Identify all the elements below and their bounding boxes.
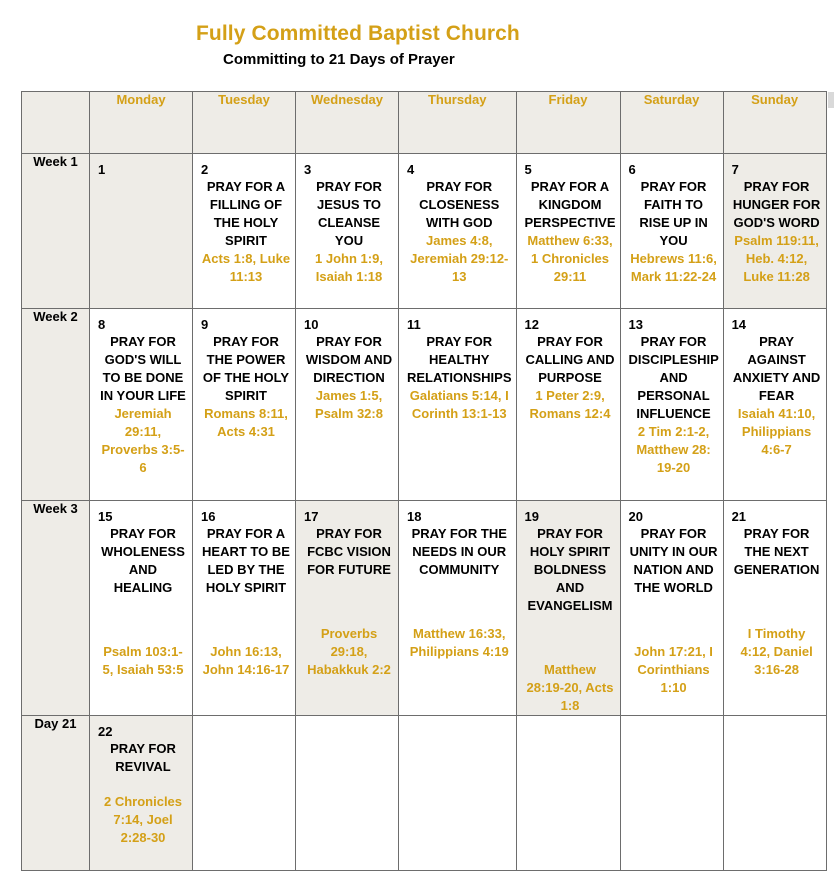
day-cell [193, 309, 296, 501]
day-cell [193, 716, 296, 871]
day-cell [723, 716, 826, 871]
prayer-topic: PRAY FOR THE NEEDS IN OUR COMMUNITY [411, 526, 507, 577]
scripture-reference: Matthew 16:33, Philippians 4:19 [409, 626, 509, 659]
prayer-topic: PRAY FOR FCBC VISION FOR FUTURE [307, 526, 391, 577]
day-cell [516, 716, 620, 871]
prayer-topic: PRAY FOR HEALTHY RELATIONSHIPS [407, 334, 512, 385]
scripture-reference: Proverbs 29:18, Habakkuk 2:2 [307, 626, 391, 677]
prayer-topic: PRAY FOR CLOSENESS WITH GOD [419, 179, 500, 230]
prayer-topic: PRAY FOR A HEART TO BE LED BY THE HOLY SPIRIT [202, 526, 290, 595]
scripture-reference: Psalm 119:11, Heb. 4:12, Luke 11:28 [734, 233, 819, 284]
day-number: 11 [407, 317, 421, 332]
day-number: 15 [98, 509, 113, 524]
day-header-row [22, 92, 827, 154]
week-row [22, 716, 827, 871]
scripture-reference: Acts 1:8, Luke 11:13 [201, 251, 291, 284]
day-cell [516, 501, 620, 716]
scripture-reference: Isaiah 41:10, Philippians 4:6-7 [737, 406, 816, 457]
day-number: 21 [731, 509, 747, 524]
prayer-topic: PRAY FOR HUNGER FOR GOD'S WORD [732, 179, 821, 230]
day-number: 22 [98, 724, 113, 739]
scrollbar-thumb[interactable] [828, 92, 834, 108]
day-cell [399, 501, 517, 716]
day-number: 2 [201, 162, 209, 177]
week-row [22, 154, 827, 309]
week-label: Week 1 [22, 154, 90, 309]
day-cell [296, 716, 399, 871]
scripture-reference: Hebrews 11:6, Mark 11:22-24 [630, 251, 717, 284]
day-cell [723, 501, 826, 716]
prayer-topic: PRAY FOR GOD'S WILL TO BE DONE IN YOUR LIFE [100, 334, 186, 403]
scripture-reference: I Timothy 4:12, Daniel 3:16-28 [740, 626, 813, 677]
day-number: 18 [407, 509, 422, 524]
day-number: 7 [731, 162, 739, 177]
day-cell [723, 154, 826, 309]
day-cell [620, 716, 723, 871]
scripture-reference: Galatians 5:14, I Corinth 13:1-13 [409, 388, 509, 421]
scripture-reference: Psalm 103:1-5, Isaiah 53:5 [102, 644, 184, 677]
day-header: Thursday [399, 92, 517, 154]
scripture-reference: Matthew 6:33, 1 Chronicles 29:11 [527, 233, 613, 284]
day-number: 9 [201, 317, 209, 332]
day-header: Sunday [723, 92, 826, 154]
prayer-topic: PRAY FOR CALLING AND PURPOSE [525, 334, 615, 385]
prayer-topic: PRAY FOR UNITY IN OUR NATION AND THE WORLD [629, 526, 718, 595]
prayer-topic: PRAY FOR DISCIPLESHIP AND PERSONAL INFLUENCE [628, 334, 719, 421]
day-number: 10 [304, 317, 319, 332]
scripture-reference: James 4:8, Jeremiah 29:12-13 [410, 233, 509, 284]
scripture-reference: James 1:5, Psalm 32:8 [315, 388, 383, 421]
day-number: 19 [524, 509, 539, 524]
prayer-topic: PRAY FOR WHOLENESS AND HEALING [101, 526, 185, 595]
day-cell [90, 154, 193, 309]
day-header: Friday [516, 92, 620, 154]
day-cell [516, 309, 620, 501]
day-cell [296, 154, 399, 309]
scripture-reference: 1 John 1:9, Isaiah 1:18 [315, 251, 383, 284]
day-number: 4 [407, 162, 415, 177]
prayer-topic: PRAY FOR HOLY SPIRIT BOLDNESS AND EVANGELISM [527, 526, 613, 613]
prayer-topic: PRAY FOR JESUS TO CLEANSE YOU [316, 179, 382, 248]
scripture-reference: Matthew 28:19-20, Acts 1:8 [526, 662, 614, 713]
week-row [22, 309, 827, 501]
scripture-reference: John 16:13, John 14:16-17 [202, 644, 290, 677]
day-cell [296, 501, 399, 716]
scripture-reference: Jeremiah 29:11, Proverbs 3:5-6 [101, 406, 185, 475]
prayer-topic: PRAY FOR THE NEXT GENERATION [733, 526, 820, 577]
day-header: Tuesday [193, 92, 296, 154]
day-number: 3 [304, 162, 312, 177]
day-cell [399, 716, 517, 871]
day-cell [193, 501, 296, 716]
scripture-reference: 2 Tim 2:1-2, Matthew 28: 19-20 [636, 424, 711, 475]
day-number: 13 [628, 317, 643, 332]
day-number: 20 [628, 509, 643, 524]
day-cell [723, 309, 826, 501]
day-header: Monday [90, 92, 193, 154]
day-header: Saturday [620, 92, 723, 154]
day-cell [90, 309, 193, 501]
page-subtitle: Committing to 21 Days of Prayer [223, 51, 455, 68]
week-label: Week 2 [22, 309, 90, 501]
header-corner [22, 92, 90, 154]
day-cell [516, 154, 620, 309]
week-label: Week 3 [22, 501, 90, 716]
day-number: 1 [98, 162, 106, 177]
prayer-topic: PRAY AGAINST ANXIETY AND FEAR [732, 334, 821, 403]
day-cell [620, 154, 723, 309]
day-number: 5 [524, 162, 532, 177]
day-cell [620, 501, 723, 716]
day-header: Wednesday [296, 92, 399, 154]
day-cell [90, 501, 193, 716]
scripture-reference: John 17:21, I Corinthians 1:10 [634, 644, 713, 695]
prayer-topic: PRAY FOR REVIVAL [110, 741, 176, 774]
day-number: 6 [628, 162, 636, 177]
week-row [22, 501, 827, 716]
scripture-reference: Romans 8:11, Acts 4:31 [204, 406, 288, 439]
prayer-topic: PRAY FOR WISDOM AND DIRECTION [305, 334, 393, 385]
day-cell [399, 309, 517, 501]
week-label: Day 21 [22, 716, 90, 871]
day-number: 14 [731, 317, 747, 332]
day-number: 16 [201, 509, 216, 524]
day-cell [90, 716, 193, 871]
scripture-reference: 1 Peter 2:9, Romans 12:4 [529, 388, 611, 421]
day-number: 8 [98, 317, 106, 332]
prayer-topic: PRAY FOR A KINGDOM PERSPECTIVE [524, 179, 616, 230]
day-number: 12 [524, 317, 539, 332]
prayer-calendar-table [21, 91, 827, 871]
day-cell [399, 154, 517, 309]
church-title: Fully Committed Baptist Church [196, 22, 520, 45]
day-cell [193, 154, 296, 309]
prayer-topic: PRAY FOR THE POWER OF THE HOLY SPIRIT [202, 334, 290, 403]
day-cell [620, 309, 723, 501]
prayer-topic: PRAY FOR FAITH TO RISE UP IN YOU [639, 179, 708, 248]
day-number: 17 [304, 509, 319, 524]
scripture-reference: 2 Chronicles 7:14, Joel 2:28-30 [103, 794, 183, 845]
day-cell [296, 309, 399, 501]
prayer-topic: PRAY FOR A FILLING OF THE HOLY SPIRIT [206, 179, 286, 248]
